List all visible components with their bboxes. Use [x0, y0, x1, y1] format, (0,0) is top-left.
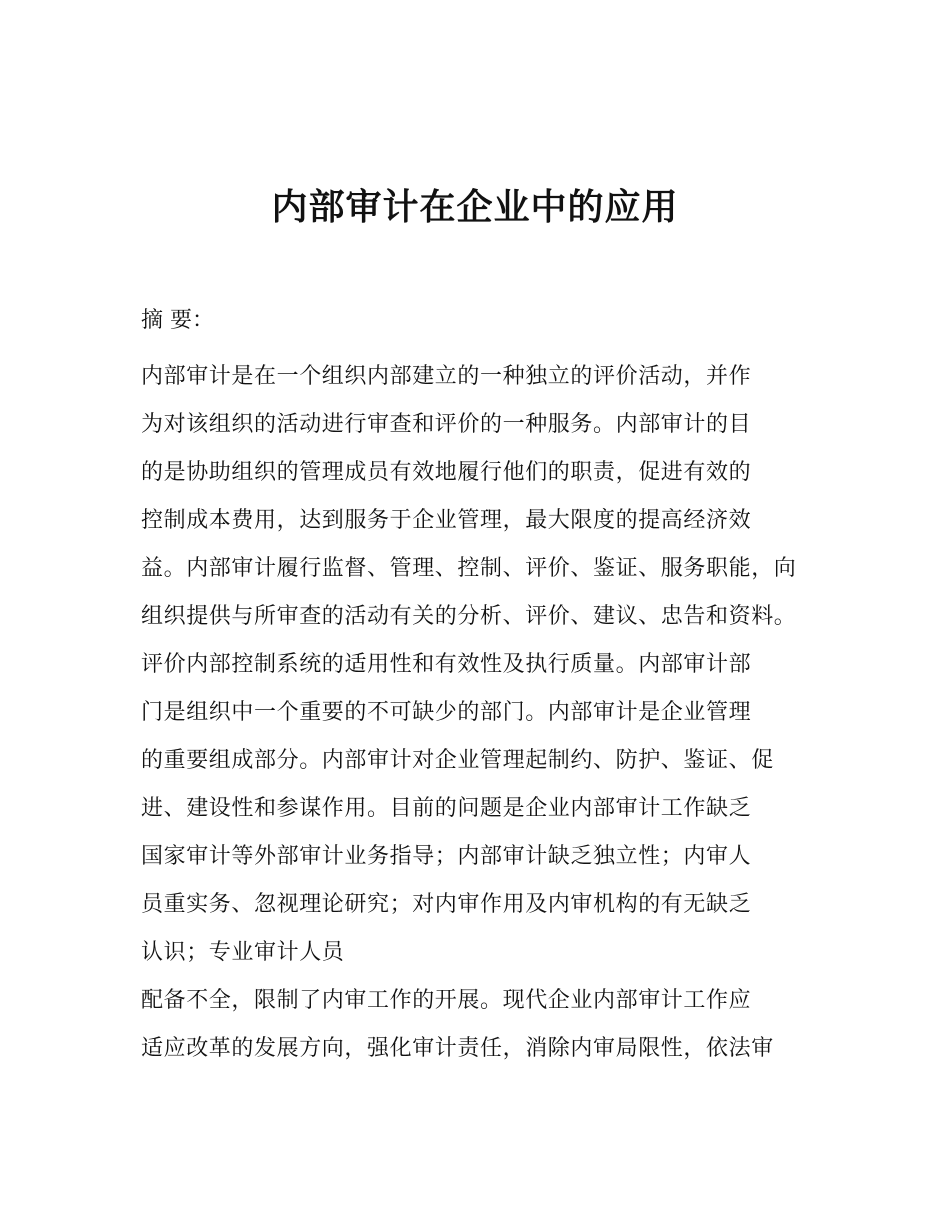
- abstract-line: 控制成本费用，达到服务于企业管理，最大限度的提高经济效: [141, 508, 752, 533]
- abstract-line: 国家审计等外部审计业务指导；内部审计缺乏独立性；内审人: [141, 844, 752, 869]
- abstract-line: 内部审计是在一个组织内部建立的一种独立的评价活动，并作: [141, 364, 752, 389]
- abstract-line: 门是组织中一个重要的不可缺少的部门。内部审计是企业管理: [141, 700, 752, 725]
- abstract-body: [141, 359, 821, 1079]
- abstract-line: 配备不全，限制了内审工作的开展。现代企业内部审计工作应: [141, 988, 752, 1013]
- abstract-line: 为对该组织的活动进行审查和评价的一种服务。内部审计的目: [141, 412, 752, 437]
- abstract-line: 的是协助组织的管理成员有效地履行他们的职责，促进有效的: [141, 460, 752, 485]
- abstract-line: 适应改革的发展方向，强化审计责任，消除内审局限性，依法审: [141, 1036, 774, 1061]
- abstract-line: 组织提供与所审查的活动有关的分析、评价、建议、忠告和资料。: [141, 604, 797, 629]
- abstract-line: 评价内部控制系统的适用性和有效性及执行质量。内部审计部: [141, 652, 752, 677]
- abstract-line: 进、建设性和参谋作用。目前的问题是企业内部审计工作缺乏: [141, 796, 752, 821]
- document-title: 内部审计在企业中的应用: [271, 187, 679, 228]
- abstract-label: 摘 要：: [141, 308, 214, 333]
- abstract-line: 益。内部审计履行监督、管理、控制、评价、鉴证、服务职能，向: [141, 556, 797, 581]
- abstract-line: 员重实务、忽视理论研究；对内审作用及内审机构的有无缺乏: [141, 892, 752, 917]
- abstract-line: 的重要组成部分。内部审计对企业管理起制约、防护、鉴证、促: [141, 748, 774, 773]
- abstract-line: 认识；专业审计人员: [141, 940, 345, 965]
